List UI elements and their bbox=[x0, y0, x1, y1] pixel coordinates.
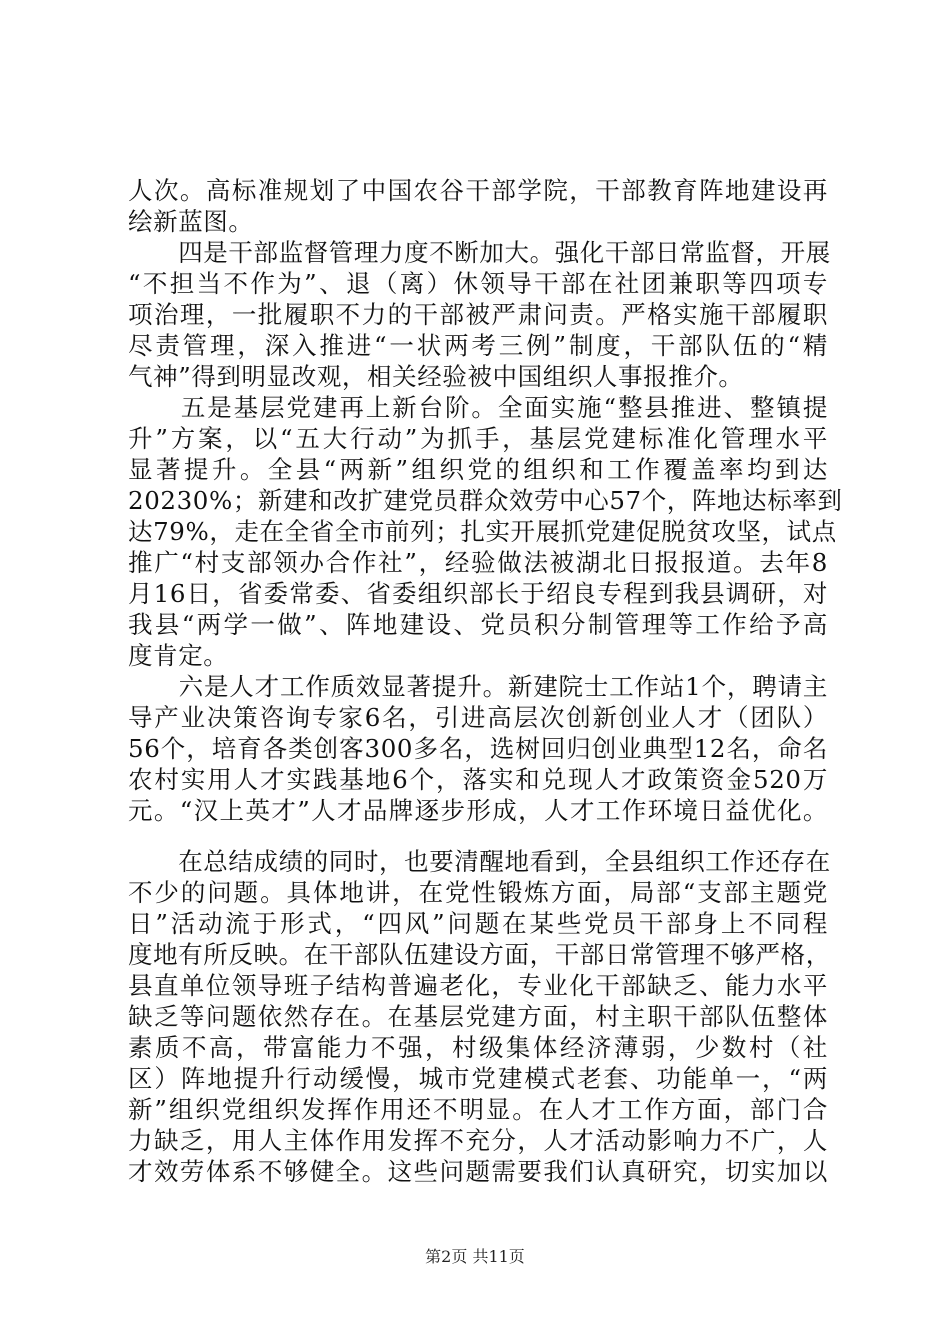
paragraph-line: 区）阵地提升行动缓慢，城市党建模式老套、功能单一，“两 bbox=[128, 1064, 828, 1093]
paragraph-line: 绘新蓝图。 bbox=[128, 207, 254, 236]
paragraph-line: 才效劳体系不够健全。这些问题需要我们认真研究，切实加以 bbox=[128, 1157, 828, 1186]
paragraph-line: 五是基层党建再上新台阶。全面实施“整县推进、整镇提 bbox=[128, 393, 828, 422]
paragraph-line: 不少的问题。具体地讲，在党性锻炼方面，局部“支部主题党 bbox=[128, 878, 828, 907]
paragraph-line: 四是干部监督管理力度不断加大。强化干部日常监督，开展 bbox=[128, 238, 831, 267]
paragraph-line: 素质不高，带富能力不强，村级集体经济薄弱，少数村（社 bbox=[128, 1033, 828, 1062]
section-achievements bbox=[128, 175, 843, 826]
paragraph-line: 六是人才工作质效显著提升。新建院士工作站1个，聘请主 bbox=[128, 672, 828, 701]
paragraph-line: 升”方案，以“五大行动”为抓手，基层党建标准化管理水平 bbox=[128, 424, 828, 453]
paragraph-line: 新”组织党组织发挥作用还不明显。在人才工作方面，部门合 bbox=[128, 1095, 828, 1124]
paragraph-line: 导产业决策咨询专家6名，引进高层次创新创业人才（团队） bbox=[128, 703, 828, 732]
paragraph-line: 人次。高标准规划了中国农谷干部学院，干部教育阵地建设再 bbox=[128, 176, 828, 205]
paragraph-line: “不担当不作为”、退（离）休领导干部在社团兼职等四项专 bbox=[128, 269, 828, 298]
paragraph-line: 缺乏等问题依然存在。在基层党建方面，村主职干部队伍整体 bbox=[128, 1002, 828, 1031]
paragraph-line: 县直单位领导班子结构普遍老化，专业化干部缺乏、能力水平 bbox=[128, 971, 828, 1000]
paragraph-line: 度肯定。 bbox=[128, 641, 229, 670]
paragraph-line: 力缺乏，用人主体作用发挥不充分，人才活动影响力不广，人 bbox=[128, 1126, 828, 1155]
paragraph-line: 项治理，一批履职不力的干部被严肃问责。严格实施干部履职 bbox=[128, 300, 828, 329]
paragraph-line: 我县“两学一做”、阵地建设、党员积分制管理等工作给予高 bbox=[128, 610, 828, 639]
paragraph-line: 显著提升。全县“两新”组织党的组织和工作覆盖率均到达 bbox=[128, 455, 828, 484]
paragraph-line: 56个，培育各类创客300多名，选树回归创业典型12名，命名 bbox=[128, 734, 828, 763]
section-problems bbox=[128, 846, 831, 1187]
paragraph-line: 度地有所反映。在干部队伍建设方面，干部日常管理不够严格， bbox=[128, 940, 831, 969]
paragraph-line: 农村实用人才实践基地6个，落实和兑现人才政策资金520万 bbox=[128, 765, 828, 794]
paragraph-line: 元。“汉上英才”人才品牌逐步形成，人才工作环境日益优化。 bbox=[128, 796, 828, 825]
paragraph-line: 月16日，省委常委、省委组织部长于绍良专程到我县调研，对 bbox=[128, 579, 828, 608]
page-number-footer: 第2页 共11页 bbox=[425, 1247, 525, 1266]
paragraph-line: 20230%；新建和改扩建党员群众效劳中心57个，阵地达标率到 bbox=[128, 486, 843, 515]
paragraph-line: 推广“村支部领办合作社”，经验做法被湖北日报报道。去年8 bbox=[128, 548, 828, 577]
paragraph-line: 在总结成绩的同时，也要清醒地看到，全县组织工作还存在 bbox=[128, 847, 831, 876]
paragraph-line: 日”活动流于形式，“四风”问题在某些党员干部身上不同程 bbox=[128, 909, 828, 938]
paragraph-line: 尽责管理，深入推进“一状两考三例”制度，干部队伍的“精 bbox=[128, 331, 828, 360]
paragraph-line: 达79%，走在全省全市前列；扎实开展抓党建促脱贫攻坚，试点 bbox=[128, 517, 837, 546]
paragraph-line: 气神”得到明显改观，相关经验被中国组织人事报推介。 bbox=[128, 362, 744, 391]
